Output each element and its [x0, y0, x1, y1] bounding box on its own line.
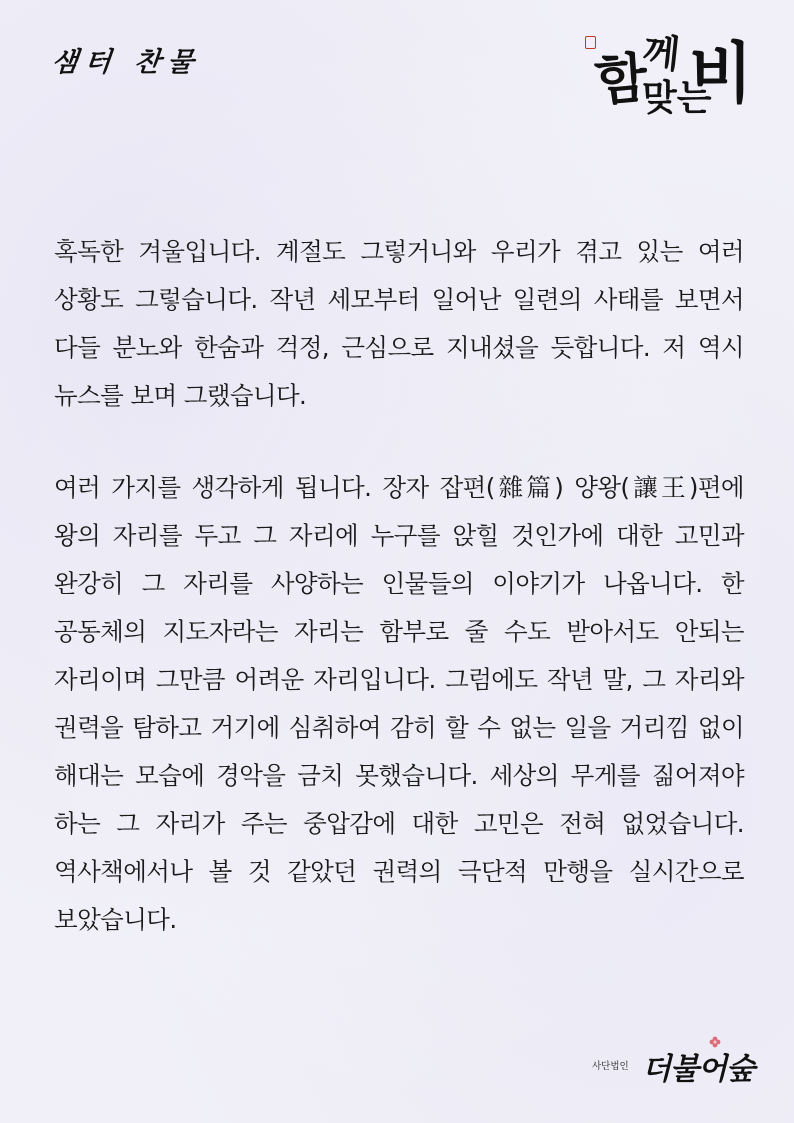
- brand-title: 샘터 찬물: [50, 47, 203, 78]
- calligraphy-char-3: 맞는: [642, 77, 712, 119]
- org-name: 더불어숲: [642, 1052, 754, 1087]
- calligraphy-char-1: 함: [592, 45, 650, 113]
- paragraph-2: 여러 가지를 생각하게 됩니다. 장자 잡편(雜篇) 양왕(讓王)편에 왕의 자리를 두고 그 자리에 누구를 앉힐 것인가에 대한 고민과 완강히 그 자리를 사양하는 인물들의 이야기가 나옵니다. 한 공동체의 지도자라는 자리는 함부로 줄 수도 받아서도 안되는 자리이며 그만큼 어려운 자리입니다. 그럼에도 작년 말, 그 자리와 권력을 탐하고 거기에 심취하여 감히 할 수 없는 일을 거리낌 없이 해대는 모습에 경악을 금치 못했습니다. 세상의 무게를 짊어져야 하는 그 자리가 주는 중압감에 대한 고민은 전혀 없었습니다. 역사책에서나 볼 것 같았던 권력의 극단적 만행을 실시간으로 보았습니다.: [54, 473, 744, 934]
- flower-icon: [709, 1036, 721, 1048]
- calligraphy-char-4: 비: [689, 34, 753, 112]
- calligraphy-title: [585, 30, 755, 145]
- calligraphy-char-2: 께: [640, 28, 683, 77]
- organization-logo: [592, 1036, 762, 1086]
- org-prefix: 사단법인: [592, 1061, 629, 1072]
- seal-mark-icon: [585, 36, 596, 49]
- article-body: [54, 228, 744, 944]
- paragraph-1: 혹독한 겨울입니다. 계절도 그렇거니와 우리가 겪고 있는 여러 상황도 그렇습니다. 작년 세모부터 일어난 일련의 사태를 보면서 다들 분노와 한숨과 걱정, 근심으로 지내셨을 듯합니다. 저 역시 뉴스를 보며 그랬습니다.: [54, 237, 744, 410]
